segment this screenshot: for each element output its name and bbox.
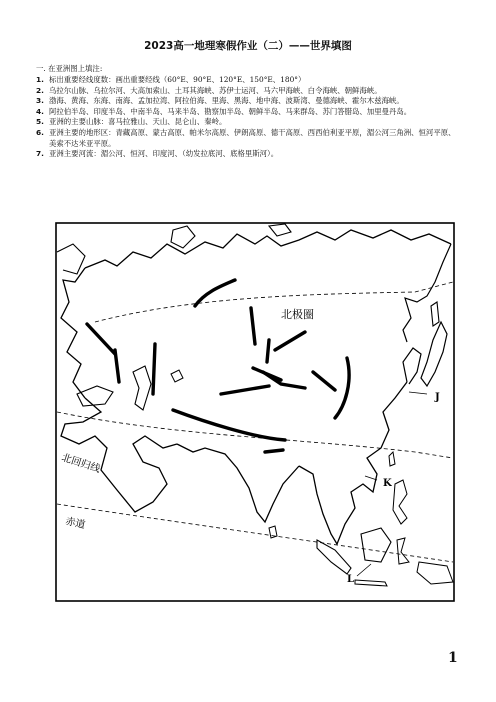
item-number: 2. — [36, 85, 44, 95]
list-item — [36, 86, 460, 97]
list-item — [36, 117, 460, 128]
page-title: 2023高一地理寒假作业（二）——世界填图 — [144, 40, 352, 52]
arctic-circle-label: 北极圈 — [281, 308, 314, 321]
item-text: 亚洲的主要山脉：喜马拉雅山、天山、昆仑山、秦岭。 — [49, 117, 227, 127]
map-frame — [56, 223, 454, 601]
equator-label: 赤道 — [64, 516, 87, 532]
tropic-of-cancer-label: 北回归线 — [60, 452, 102, 476]
page-number: 1 — [448, 650, 458, 666]
mountain-range-stroke — [265, 450, 283, 452]
list-item — [36, 128, 460, 149]
list-item — [36, 107, 460, 118]
item-text: 渤海、黄海、东海、南海、孟加拉湾、阿拉伯海、里海、黑海、地中海、波斯湾、曼德海峡、霍尔木兹海峡。 — [49, 96, 404, 106]
marker-k-label: K — [383, 478, 392, 489]
asia-outline-map — [55, 222, 455, 602]
list-item — [36, 75, 460, 86]
list-item — [36, 96, 460, 107]
item-number: 1. — [36, 75, 44, 84]
list-item — [36, 149, 460, 160]
section-heading: 一. 在亚洲图上填注: — [36, 64, 103, 73]
item-text: 标出重要经线度数：画出重要经线（60°E、90°E、120°E、150°E、180°） — [49, 75, 306, 84]
item-text: 阿拉伯半岛、印度半岛、中南半岛、马来半岛、勘察加半岛、朝鲜半岛、马来群岛、苏门答腊岛、加里曼丹岛。 — [49, 106, 412, 116]
item-text: 亚洲主要的地形区：青藏高原、蒙古高原、帕米尔高原、伊朗高原、德干高原、西西伯利亚平原，湄公河三角洲、恒河平原、美索不达米亚平原。 — [49, 127, 456, 148]
item-number: 7. — [36, 149, 44, 159]
item-number: 4. — [36, 106, 44, 116]
item-number: 6. — [36, 127, 44, 137]
item-text: 亚洲主要河流：湄公河、恒河、印度河、（幼发拉底河、底格里斯河）。 — [49, 149, 279, 159]
item-number: 5. — [36, 117, 44, 127]
mountain-range-stroke — [267, 340, 269, 362]
task-list — [36, 75, 460, 160]
marker-l-label: L — [347, 574, 355, 585]
item-text: 乌拉尔山脉、乌拉尔河、大高加索山、土耳其海峡、苏伊士运河、马六甲海峡、白令海峡、朝鲜海峡。 — [49, 85, 382, 95]
marker-j-label: J — [435, 392, 440, 403]
item-number: 3. — [36, 96, 44, 106]
mountain-range-stroke — [153, 344, 155, 394]
